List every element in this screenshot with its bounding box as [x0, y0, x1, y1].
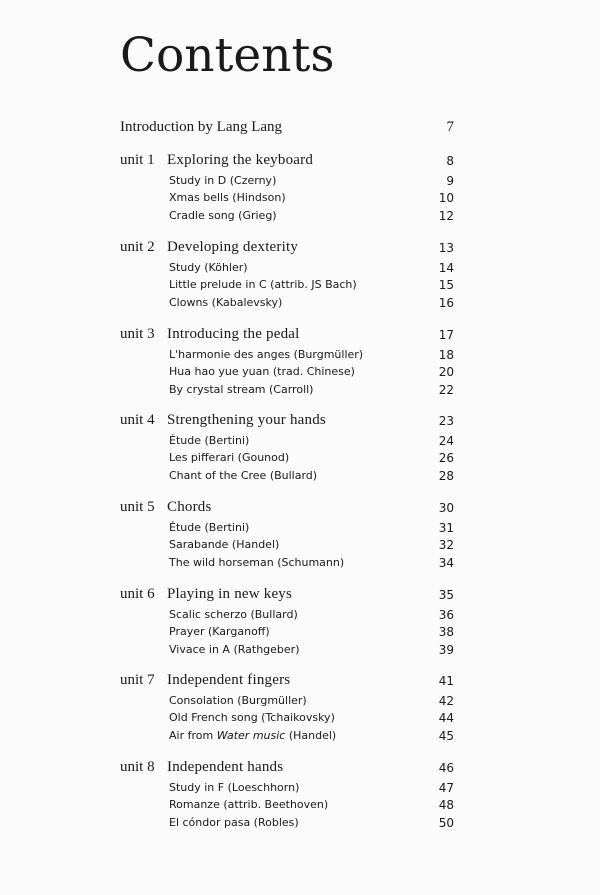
- piece-title: Cradle song (Grieg): [169, 208, 277, 222]
- unit-page-number: 8: [446, 154, 454, 168]
- unit-3-section: [120, 326, 454, 400]
- unit-number: unit 2: [120, 239, 155, 255]
- unit-heading[interactable]: [120, 499, 454, 521]
- piece-page-number: 18: [438, 348, 454, 362]
- piece-page-number: 12: [438, 208, 454, 223]
- unit-heading[interactable]: [120, 326, 454, 348]
- unit-heading[interactable]: [120, 239, 454, 261]
- piece-title: The wild horseman (Schumann): [169, 555, 345, 569]
- unit-title: Introducing the pedal: [167, 326, 300, 342]
- unit-5-section: [120, 499, 454, 573]
- piece-entry[interactable]: [120, 643, 454, 660]
- piece-page-number: 16: [438, 295, 454, 310]
- piece-page-number: 10: [438, 191, 454, 206]
- piece-entry[interactable]: [120, 296, 454, 313]
- piece-entry[interactable]: [120, 729, 454, 746]
- unit-title: Playing in new keys: [167, 586, 293, 602]
- piece-entry[interactable]: [120, 469, 454, 486]
- page-title: Contents: [120, 28, 335, 83]
- unit-page-number: 35: [438, 588, 454, 602]
- piece-page-number: 26: [438, 451, 454, 466]
- piece-title: Consolation (Burgmüller): [169, 694, 307, 707]
- unit-number: unit 5: [120, 499, 155, 515]
- piece-entry[interactable]: [120, 451, 454, 468]
- piece-title: Study (Köhler): [169, 261, 248, 274]
- piece-entry[interactable]: [120, 521, 454, 538]
- piece-entry[interactable]: [120, 538, 454, 555]
- piece-title: Les pifferari (Gounod): [169, 451, 290, 465]
- piece-title: [169, 729, 336, 742]
- piece-page-number: 24: [438, 434, 454, 448]
- piece-page-number: 22: [438, 382, 454, 397]
- piece-title-suffix: (Handel): [285, 728, 337, 742]
- piece-title-prefix: Air from: [169, 728, 217, 742]
- piece-title: Vivace in A (Rathgeber): [169, 642, 300, 656]
- unit-title: Independent hands: [167, 759, 284, 775]
- piece-title: Clowns (Kabalevsky): [169, 295, 283, 309]
- piece-page-number: 38: [438, 625, 454, 640]
- piece-entry[interactable]: [120, 348, 454, 365]
- piece-title-italic: Water music: [216, 728, 286, 742]
- piece-entry[interactable]: [120, 365, 454, 382]
- piece-page-number: 44: [438, 711, 454, 726]
- unit-heading[interactable]: [120, 759, 454, 781]
- piece-entry[interactable]: [120, 278, 454, 295]
- piece-page-number: 9: [446, 174, 454, 188]
- unit-7-section: [120, 672, 454, 746]
- intro-label: Introduction by Lang Lang: [120, 119, 283, 135]
- piece-page-number: 14: [438, 261, 454, 275]
- unit-1-section: [120, 152, 454, 226]
- piece-page-number: 42: [438, 694, 454, 708]
- piece-title: Xmas bells (Hindson): [169, 191, 286, 205]
- piece-page-number: 50: [438, 815, 454, 830]
- unit-page-number: 46: [438, 761, 454, 775]
- unit-heading[interactable]: [120, 586, 454, 608]
- intro-entry[interactable]: [120, 119, 454, 137]
- piece-title: Chant of the Cree (Bullard): [169, 468, 318, 482]
- unit-heading[interactable]: [120, 412, 454, 434]
- piece-title: By crystal stream (Carroll): [169, 382, 314, 396]
- piece-entry[interactable]: [120, 625, 454, 642]
- unit-title: Chords: [167, 499, 212, 515]
- unit-number: unit 8: [120, 759, 155, 775]
- piece-title: Étude (Bertini): [169, 521, 250, 534]
- piece-title: L'harmonie des anges (Burgmüller): [169, 348, 364, 361]
- piece-page-number: 20: [438, 365, 454, 380]
- piece-page-number: 15: [438, 278, 454, 293]
- unit-number: unit 3: [120, 326, 155, 342]
- piece-page-number: 34: [438, 555, 454, 570]
- piece-page-number: 31: [438, 521, 454, 535]
- piece-page-number: 45: [438, 728, 454, 743]
- piece-title: Sarabande (Handel): [169, 538, 280, 552]
- piece-entry[interactable]: [120, 781, 454, 798]
- piece-title: Scalic scherzo (Bullard): [169, 608, 298, 621]
- unit-number: unit 6: [120, 586, 155, 602]
- piece-page-number: 28: [438, 468, 454, 483]
- piece-entry[interactable]: [120, 608, 454, 625]
- unit-number: unit 7: [120, 672, 155, 688]
- unit-2-section: [120, 239, 454, 313]
- piece-page-number: 36: [438, 608, 454, 622]
- piece-entry[interactable]: [120, 434, 454, 451]
- unit-title: Developing dexterity: [167, 239, 299, 255]
- piece-entry[interactable]: [120, 798, 454, 815]
- unit-page-number: 23: [438, 414, 454, 428]
- unit-page-number: 30: [438, 501, 454, 515]
- piece-page-number: 32: [438, 538, 454, 553]
- piece-title: Little prelude in C (attrib. JS Bach): [169, 278, 357, 292]
- unit-heading[interactable]: [120, 672, 454, 694]
- unit-page-number: 13: [438, 241, 454, 255]
- piece-entry[interactable]: [120, 261, 454, 278]
- unit-number: unit 4: [120, 412, 155, 428]
- unit-4-section: [120, 412, 454, 486]
- piece-title: Hua hao yue yuan (trad. Chinese): [169, 365, 355, 379]
- piece-title: Prayer (Karganoff): [169, 625, 270, 639]
- piece-page-number: 47: [438, 781, 454, 795]
- piece-entry[interactable]: [120, 556, 454, 573]
- piece-entry[interactable]: [120, 694, 454, 711]
- unit-page-number: 41: [438, 674, 454, 688]
- piece-entry[interactable]: [120, 209, 454, 226]
- piece-entry[interactable]: [120, 816, 454, 833]
- intro-page-number: 7: [446, 119, 454, 135]
- unit-6-section: [120, 586, 454, 660]
- unit-title: Independent fingers: [167, 672, 291, 688]
- piece-entry[interactable]: [120, 711, 454, 728]
- piece-entry[interactable]: [120, 383, 454, 400]
- piece-entry[interactable]: [120, 191, 454, 208]
- piece-page-number: 48: [438, 798, 454, 813]
- piece-title: Study in F (Loeschhorn): [169, 781, 300, 794]
- unit-title: Strengthening your hands: [167, 412, 326, 428]
- piece-title: Étude (Bertini): [169, 434, 250, 447]
- piece-title: Study in D (Czerny): [169, 174, 277, 187]
- piece-title: Old French song (Tchaikovsky): [169, 711, 335, 725]
- unit-heading[interactable]: [120, 152, 454, 174]
- unit-8-section: [120, 759, 454, 833]
- piece-page-number: 39: [438, 642, 454, 657]
- unit-number: unit 1: [120, 152, 155, 168]
- unit-title: Exploring the keyboard: [167, 152, 314, 168]
- piece-title: Romanze (attrib. Beethoven): [169, 798, 329, 812]
- piece-entry[interactable]: [120, 174, 454, 191]
- unit-page-number: 17: [438, 328, 454, 342]
- piece-title: El cóndor pasa (Robles): [169, 815, 299, 829]
